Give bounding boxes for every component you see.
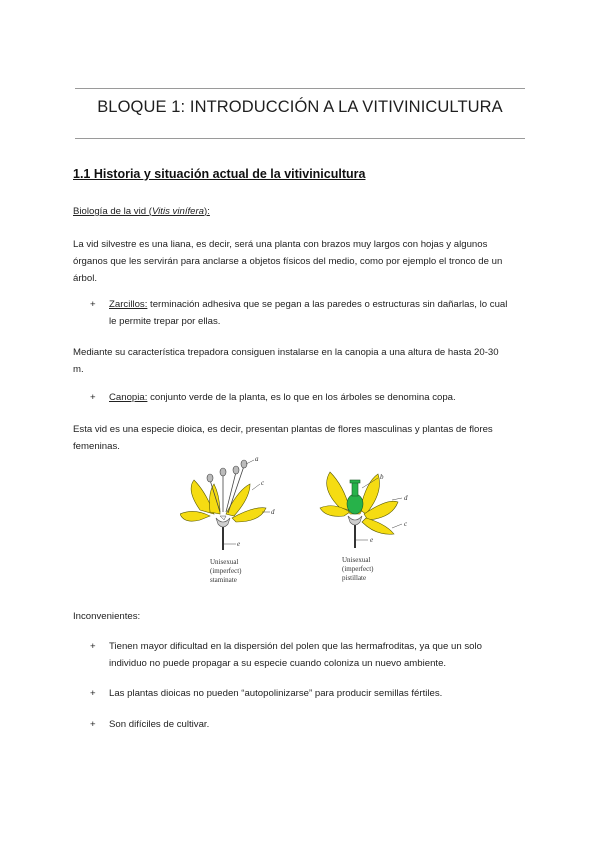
figure-label: e <box>237 540 241 548</box>
bullet-inconveniente-1: Tienen mayor dificultad en la dispersión del polen que las hermafroditas, ya que un solo individuo no puede propagar a su especie cuando coloniza un nuevo ambiente. <box>109 641 482 669</box>
bullet-marker: + <box>90 688 96 699</box>
figure-label: d <box>271 508 275 516</box>
figure-label: a <box>255 455 259 463</box>
bullet-zarcillos: Zarcillos: terminación adhesiva que se pegan a las paredes o estructuras sin dañarlas, lo cual le permite trepar por ellas. <box>109 299 508 327</box>
flower-figure <box>180 452 430 602</box>
biology-heading: Biología de la vid (Vitis vinífera): <box>73 206 210 217</box>
bullet-canopia: Canopia: conjunto verde de la planta, es lo que en los árboles se denomina copa. <box>109 392 456 403</box>
inconvenientes-heading: Inconvenientes: <box>73 611 141 622</box>
paragraph-liana: La vid silvestre es una liana, es decir, será una planta con brazos muy largos con hojas y algunos órganos que les servirán para anclarse a objetos físicos del medio, como por ejemplo el tronco de un árbol. <box>73 239 503 284</box>
caption-staminate: Unisexual (imperfect) staminate <box>210 558 242 584</box>
bullet-marker: + <box>90 719 96 730</box>
section-heading: 1.1 Historia y situación actual de la vitivinicultura <box>73 167 366 181</box>
top-rule <box>75 88 525 89</box>
caption-pistillate: Unisexual (imperfect) pistillate <box>342 556 374 582</box>
figure-label: b <box>380 473 384 481</box>
staminate-flower <box>180 455 275 550</box>
bullet-marker: + <box>90 392 96 403</box>
figure-label: c <box>404 520 408 528</box>
figure-label: e <box>370 536 374 544</box>
page-title: BLOQUE 1: INTRODUCCIÓN A LA VITIVINICULTURA <box>97 98 503 116</box>
paragraph-dioica: Esta vid es una especie dioica, es decir, presentan plantas de flores masculinas y plantas de flores femeninas. <box>73 424 493 452</box>
bullet-marker: + <box>90 299 96 310</box>
paragraph-canopia: Mediante su característica trepadora consiguen instalarse en la canopia a una altura de hasta 20-30 m. <box>73 347 499 375</box>
figure-label: c <box>261 479 265 487</box>
bottom-rule <box>75 138 525 139</box>
bullet-inconveniente-2: Las plantas dioicas no pueden “autopolinizarse” para producir semillas fértiles. <box>109 688 443 699</box>
bullet-marker: + <box>90 641 96 652</box>
bullet-inconveniente-3: Son difíciles de cultivar. <box>109 719 210 730</box>
pistillate-flower <box>320 472 408 548</box>
figure-label: d <box>404 494 408 502</box>
